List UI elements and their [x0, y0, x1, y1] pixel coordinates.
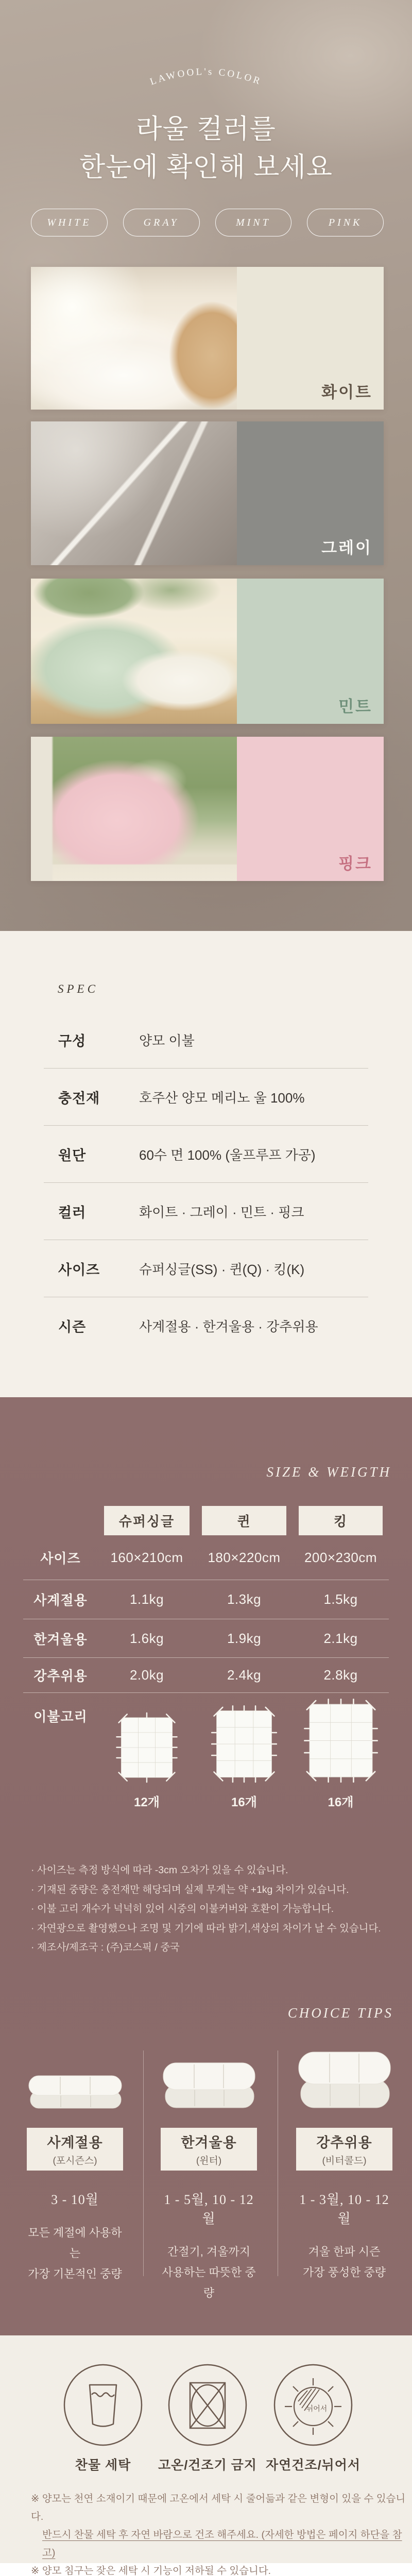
tip-period: 1 - 3월, 10 - 12월: [299, 2192, 389, 2226]
spec-row-composition: [44, 1011, 368, 1069]
spec-row-color: [44, 1183, 368, 1240]
row-label: 사계절용: [33, 1592, 88, 1608]
spec-value: 양모 이불: [139, 1032, 195, 1048]
tips-divider: [143, 2050, 144, 2276]
gray-bedding-photo: [31, 421, 237, 565]
spec-label: 컬러: [58, 1205, 87, 1221]
table-row-midwinter: [23, 1619, 389, 1658]
cell-value: 180×220cm: [208, 1549, 281, 1565]
cold-wash-label: 찬물 세탁: [75, 2458, 131, 2472]
note-line: · 이불 고리 개수가 넉넉히 있어 시중의 이불커버와 호환이 가능합니다.: [31, 1903, 334, 1914]
footnote-line: ※ 양모 침구는 잦은 세탁 시 기능이 저하될 수 있습니다.: [31, 2565, 271, 2576]
white-bedding-photo: [31, 267, 237, 410]
table-row-allseason: [23, 1580, 389, 1619]
cell-value: 160×210cm: [110, 1549, 183, 1565]
spec-row-filling: [44, 1069, 368, 1126]
spec-value: 사계절용 · 한겨울용 · 강추위용: [139, 1318, 318, 1334]
tip-subtitle: (윈터): [196, 2156, 222, 2166]
tip-desc-line: 가장 풍성한 중량: [303, 2266, 386, 2279]
spec-row-season: [44, 1297, 368, 1354]
tip-title-box: [161, 2128, 257, 2171]
loop-diagram-queen: [196, 1693, 293, 1810]
cell-value: 1.9kg: [227, 1630, 262, 1646]
brand-arc-text: [124, 49, 288, 97]
mint-color-swatch: [237, 579, 384, 724]
color-block-pink: [31, 737, 384, 881]
hero-title-line2: 한눈에 확인해 보세요: [79, 152, 333, 182]
tip-desc-line: 겨울 한파 시즌: [308, 2245, 381, 2258]
tip-desc-line: 사용하는 따뜻한 중량: [162, 2266, 256, 2299]
tip-desc-line: 모든 계절에 사용하는: [28, 2226, 122, 2260]
loop-count: 12개: [134, 1795, 160, 1809]
tip-name: 강추위용: [316, 2135, 372, 2150]
cell-value: 1.5kg: [323, 1591, 358, 1607]
gray-color-swatch: [237, 421, 384, 565]
natural-dry-label: 자연건조/뉘어서: [266, 2458, 360, 2472]
tip-title-box: [296, 2128, 392, 2171]
cold-wash-icon: [62, 2363, 144, 2449]
mint-swatch-label: 민트: [338, 698, 372, 716]
cell-value: 2.0kg: [129, 1667, 164, 1683]
note-line: · 기재된 중량은 충전재만 해당되며 실제 무게는 약 +1kg 차이가 있습니다.: [31, 1884, 349, 1895]
spec-label: 사이즈: [58, 1262, 100, 1278]
footnote-line-underlined: 반드시 찬물 세탁 후 자연 바람으로 건조 해주세요. (자세한 방법은 페이지 하단을 참고): [42, 2529, 402, 2558]
color-block-mint: [31, 579, 384, 724]
spec-label: 충전재: [58, 1090, 100, 1106]
table-row-size: [23, 1535, 389, 1580]
duvet-loop-diagram-icon: [305, 1693, 377, 1785]
tip-title-box: [27, 2128, 123, 2171]
tab-pink[interactable]: PINK: [307, 209, 384, 236]
tip-period: 3 - 10월: [51, 2192, 99, 2207]
spec-table: [44, 1011, 368, 1354]
hero-title: [0, 110, 412, 187]
pink-swatch-label: 핑크: [338, 855, 372, 873]
column-header-king: 킹: [299, 1506, 383, 1535]
tab-mint[interactable]: MINT: [215, 209, 292, 236]
duvet-loop-diagram-icon: [211, 1693, 277, 1785]
pink-bedding-photo: [31, 737, 237, 881]
cell-value: 2.4kg: [227, 1667, 262, 1683]
tip-desc-line: 간절기, 겨울까지: [167, 2245, 250, 2258]
spec-label: 원단: [58, 1147, 87, 1163]
tip-description: [296, 2242, 392, 2283]
spec-row-fabric: [44, 1126, 368, 1183]
tip-midwinter: [161, 2050, 257, 2303]
note-line: · 제조사/제조국 : (주)코스픽 / 중국: [31, 1942, 180, 1953]
cell-value: 1.6kg: [129, 1630, 164, 1646]
no-dryer-label: 고온/건조기 금지: [158, 2458, 257, 2472]
product-notes: [31, 1861, 381, 1958]
care-footnotes: [31, 2490, 412, 2576]
gray-swatch-label: 그레이: [321, 539, 372, 557]
spec-value: 화이트 · 그레이 · 민트 · 핑크: [139, 1204, 304, 1220]
pink-color-swatch: [237, 737, 384, 881]
spec-row-size: [44, 1240, 368, 1297]
tip-description: [27, 2223, 123, 2284]
tab-gray[interactable]: GRAY: [123, 209, 200, 236]
spec-value: 60수 면 100% (울프루프 가공): [139, 1147, 316, 1163]
note-line: · 사이즈는 측정 방식에 따라 -3cm 오차가 있을 수 있습니다.: [31, 1865, 288, 1876]
mint-bedding-photo: [31, 579, 237, 724]
note-line: · 자연광으로 촬영했으나 조명 및 기기에 따라 밝기,색상의 차이가 날 수 있습니다.: [31, 1922, 381, 1934]
care-section: [0, 2335, 412, 2576]
tip-desc-line: 가장 기본적인 중량: [28, 2267, 122, 2280]
tip-subtitle: (비터콜드): [322, 2156, 367, 2166]
color-block-white: [31, 267, 384, 410]
row-label: 사이즈: [40, 1550, 81, 1566]
cell-value: 200×230cm: [304, 1549, 377, 1565]
cell-value: 2.8kg: [323, 1667, 358, 1683]
choice-tips-title: CHOICE TIPS: [287, 2005, 393, 2021]
size-weight-title: SIZE & WEIGTH: [266, 1464, 391, 1480]
size-weight-section: [0, 1397, 412, 2335]
cell-value: 1.3kg: [227, 1591, 262, 1607]
dry-flat-inner-text: 뉘어서: [306, 2404, 328, 2413]
svg-text:LAWOOL's COLOR: [149, 66, 264, 88]
footnote-line: ※ 양모는 천연 소재이기 때문에 고온에서 세탁 시 줄어듦과 같은 변형이 있을 수 있습니다.: [31, 2493, 406, 2522]
spec-label: 시즌: [58, 1319, 87, 1335]
spec-section: [0, 931, 412, 1397]
table-row-loops: [23, 1693, 389, 1822]
column-header-supersingle: 슈퍼싱글: [104, 1506, 190, 1535]
duvet-loop-diagram-icon: [115, 1693, 178, 1785]
tip-allseason: [27, 2050, 123, 2284]
column-header-queen: 퀸: [202, 1506, 286, 1535]
folded-duvet-medium-icon: [161, 2050, 257, 2111]
row-label: 이불고리: [33, 1709, 88, 1724]
spec-value: 슈퍼싱글(SS) · 퀸(Q) · 킹(K): [139, 1261, 305, 1277]
row-label: 강추위용: [33, 1668, 88, 1684]
cell-value: 1.1kg: [129, 1591, 164, 1607]
spec-value: 호주산 양모 메리노 울 100%: [139, 1090, 305, 1106]
cell-value: 2.1kg: [323, 1630, 358, 1646]
tip-description: [161, 2242, 257, 2303]
color-tabs: [31, 209, 384, 236]
hero-photo-section: [0, 0, 412, 931]
white-swatch-label: 화이트: [321, 383, 372, 401]
tab-white[interactable]: WHITE: [31, 209, 108, 236]
brand-arc-label: LAWOOL's COLOR: [148, 66, 264, 88]
loop-diagram-king: [293, 1693, 389, 1810]
spec-label: 구성: [58, 1033, 87, 1049]
tip-name: 사계절용: [47, 2135, 103, 2150]
white-color-swatch: [237, 267, 384, 410]
spec-title: SPEC: [58, 982, 98, 995]
table-row-deepcold: [23, 1658, 389, 1693]
no-dryer-icon: [167, 2363, 248, 2449]
tip-subtitle: (포시즌스): [53, 2156, 97, 2166]
color-block-gray: [31, 421, 384, 565]
tip-deepcold: [296, 2050, 392, 2283]
natural-dry-flat-icon: [272, 2363, 354, 2449]
folded-duvet-thin-icon: [27, 2050, 123, 2111]
loop-count: 16개: [231, 1795, 257, 1809]
hero-title-line1: 라울 컬러를: [136, 114, 276, 144]
tip-name: 한겨울용: [181, 2135, 237, 2150]
size-weight-table: [23, 1506, 389, 1822]
tip-period: 1 - 5월, 10 - 12월: [164, 2192, 254, 2226]
loop-count: 16개: [328, 1795, 354, 1809]
row-label: 한겨울용: [33, 1631, 88, 1647]
loop-diagram-supersingle: [98, 1693, 196, 1810]
folded-duvet-thick-icon: [296, 2050, 392, 2111]
size-weight-header-row: [23, 1506, 389, 1535]
